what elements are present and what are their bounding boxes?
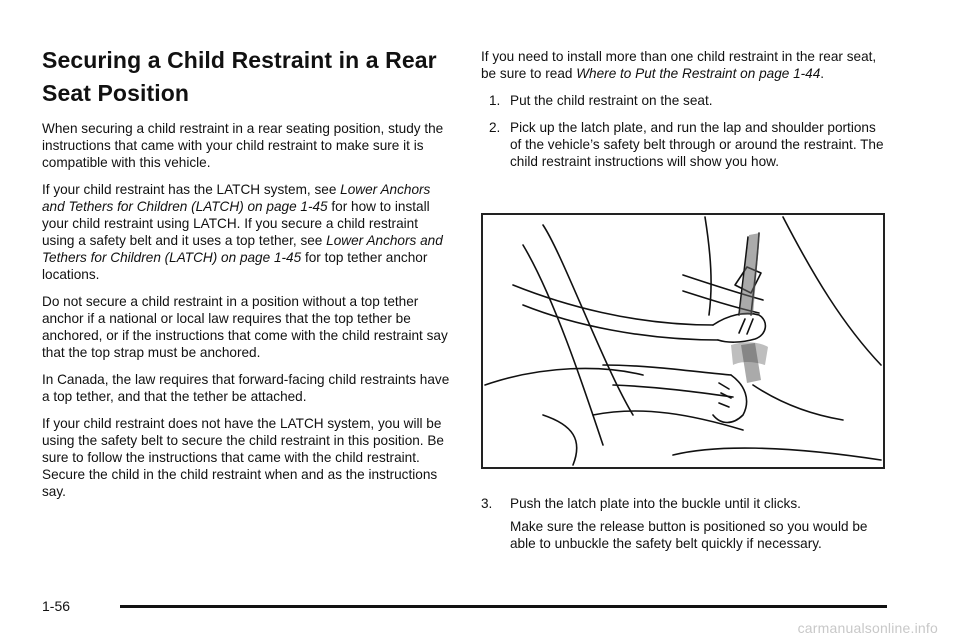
paragraph-latch bbox=[42, 181, 452, 283]
step-number: 3. bbox=[481, 496, 493, 511]
multiple-restraints-text-a: If you need to install more than one child restraint in the rear seat, be sure to read bbox=[481, 49, 877, 81]
steps-list bbox=[481, 92, 886, 170]
step-three-note: Make sure the release button is positioned so you would be able to unbuckle the safety belt quickly if necessary. bbox=[510, 519, 868, 551]
paragraph-latch-text-b: for how to install your child restraint using LATCH. If you secure a child restraint using a safety belt and it uses a top tether, see bbox=[42, 199, 430, 248]
step-text: Pick up the latch plate, and run the lap and shoulder portions of the vehicle’s safety belt through or around the restraint. The child restraint instructions will show you how. bbox=[510, 120, 884, 169]
page-footer bbox=[42, 597, 887, 617]
step-item bbox=[481, 92, 886, 109]
paragraph-latch-text-a: If your child restraint has the LATCH system, see bbox=[42, 182, 341, 197]
footer-rule bbox=[120, 605, 887, 608]
paragraph-latch-text-c: for top tether anchor locations. bbox=[42, 250, 428, 282]
step-number: 2. bbox=[489, 120, 501, 135]
step-text: Put the child restraint on the seat. bbox=[510, 93, 713, 108]
step-item bbox=[481, 495, 886, 512]
page-title: Securing a Child Restraint in a Rear Seat Position bbox=[42, 47, 437, 106]
paragraph-multiple-restraints bbox=[481, 48, 886, 82]
paragraph-canada: In Canada, the law requires that forward-facing child restraints have a top tether, and that the tether be attached. bbox=[42, 372, 450, 404]
right-column bbox=[481, 48, 886, 180]
step-text: Push the latch plate into the buckle until it clicks. bbox=[510, 496, 801, 511]
illustration-buckling-belt bbox=[481, 213, 885, 469]
hands-latch-plate-drawing bbox=[483, 215, 883, 467]
paragraph-compatibility: When securing a child restraint in a rear seating position, study the instructions that came with your child restraint to make sure it is compatible with this vehicle. bbox=[42, 121, 444, 170]
left-column bbox=[42, 44, 452, 500]
latch-reference-link[interactable]: Lower Anchors and Tethers for Children (LATCH) on page 1-45 bbox=[42, 182, 431, 214]
step-three-block bbox=[481, 495, 886, 552]
step-item bbox=[481, 119, 886, 170]
paragraph-no-latch: If your child restraint does not have the LATCH system, you will be using the safety belt to secure the child restraint in this position. Be sure to follow the instructions that came with the child restraint. Secure the child in the child restraint when and as the instructions say. bbox=[42, 416, 444, 499]
paragraph-top-tether-law: Do not secure a child restraint in a position without a top tether anchor if a national or local law requires that the top tether be anchored, or if the instructions that come with the child restraint say that the top strap must be anchored. bbox=[42, 294, 448, 360]
where-to-put-reference-link[interactable]: Where to Put the Restraint on page 1-44 bbox=[576, 66, 821, 81]
watermark: carmanualsonline.info bbox=[797, 620, 938, 636]
multiple-restraints-text-b: . bbox=[820, 66, 825, 81]
step-number: 1. bbox=[489, 93, 501, 108]
page-number: 1-56 bbox=[42, 598, 71, 614]
top-tether-reference-link[interactable]: Lower Anchors and Tethers for Children (LATCH) on page 1-45 bbox=[42, 233, 443, 265]
